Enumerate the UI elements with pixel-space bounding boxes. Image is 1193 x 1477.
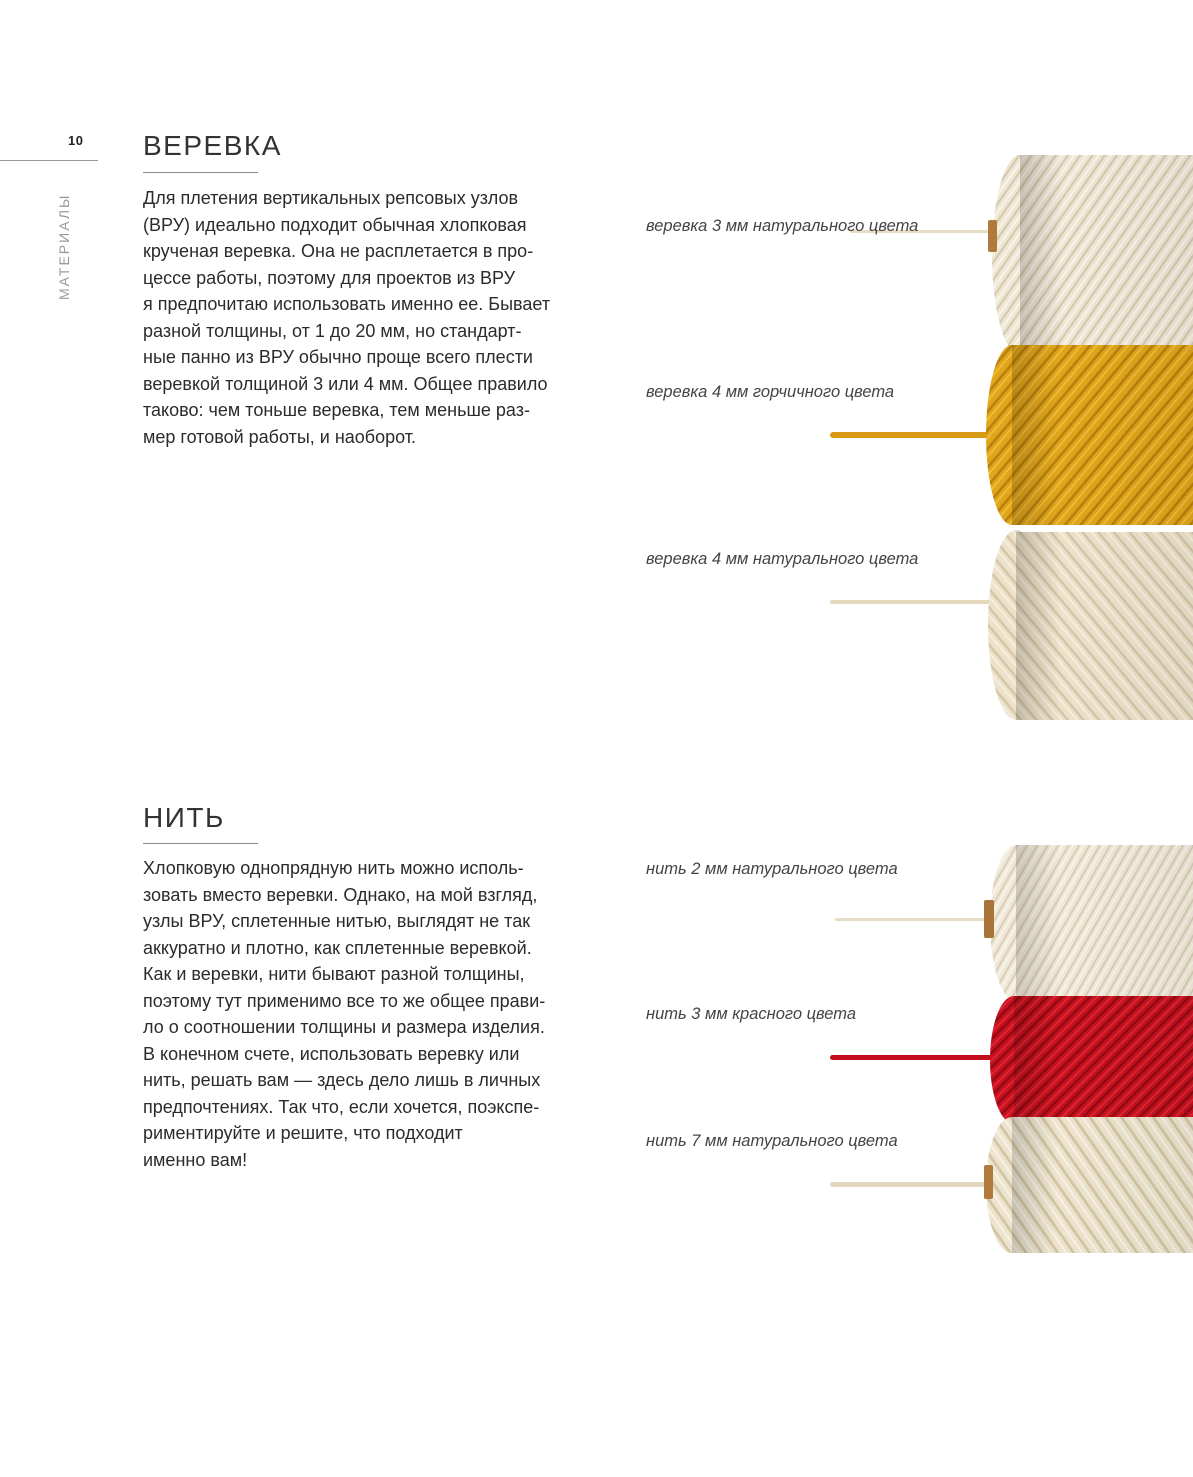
text-line: предпочтениях. Так что, если хочется, поэкспе-	[143, 1096, 540, 1117]
chapter-side-label: МАТЕРИАЛЫ	[56, 193, 72, 300]
text-line: крученая веревка. Она не расплетается в про-	[143, 241, 534, 261]
thread-body-text	[143, 855, 598, 1173]
rope-caption-2: веревка 4 мм горчичного цвета	[646, 383, 895, 401]
text-line: ные панно из ВРУ обычно проще всего плести	[143, 347, 533, 367]
spool-mustard-4mm	[830, 345, 1193, 525]
text-line: аккуратно и плотно, как сплетенные веревкой.	[143, 937, 532, 958]
text-line: цессе работы, поэтому для проектов из ВРУ	[143, 267, 516, 288]
text-line: мер готовой работы, и наоборот.	[143, 426, 417, 447]
text-line: я предпочитаю использовать именно ее. Бывает	[143, 294, 551, 314]
thread-section-title: НИТЬ	[143, 802, 225, 833]
thread-title-underline	[143, 843, 258, 844]
page-number: 10	[68, 133, 84, 148]
text-line: (ВРУ) идеально подходит обычная хлопковая	[143, 214, 527, 235]
spool-thread-red-3mm	[830, 996, 1193, 1124]
rope-section-title: ВЕРЕВКА	[143, 130, 282, 161]
text-line: узлы ВРУ, сплетенные нитью, выглядят не так	[143, 911, 531, 931]
text-line: В конечном счете, использовать веревку или	[143, 1043, 520, 1064]
text-line: поэтому тут применимо все то же общее прави-	[143, 990, 546, 1011]
text-line: Как и веревки, нити бывают разной толщины,	[143, 964, 525, 984]
text-line: разной толщины, от 1 до 20 мм, но стандарт-	[143, 320, 522, 341]
rope-caption-3: веревка 4 мм натурального цвета	[646, 550, 919, 568]
text-line: ло о соотношении толщины и размера изделия.	[143, 1017, 545, 1037]
thread-caption-3: нить 7 мм натурального цвета	[646, 1132, 898, 1150]
thread-caption-2: нить 3 мм красного цвета	[646, 1005, 857, 1023]
text-line: зовать вместо веревки. Однако, на мой взгляд,	[143, 884, 538, 905]
rope-body-text	[143, 185, 598, 450]
text-line: нить, решать вам — здесь дело лишь в личных	[143, 1070, 541, 1090]
text-line: таково: чем тоньше веревка, тем меньше раз-	[143, 400, 530, 420]
rope-title-underline	[143, 172, 258, 173]
margin-divider	[0, 160, 98, 161]
rope-caption-1: веревка 3 мм натурального цвета	[646, 217, 919, 235]
thread-spools-photo	[820, 840, 1193, 1260]
text-line: Для плетения вертикальных репсовых узлов	[143, 188, 519, 208]
text-line: риментируйте и решите, что подходит	[143, 1123, 463, 1143]
thread-caption-1: нить 2 мм натурального цвета	[646, 860, 898, 878]
spool-natural-3mm	[850, 155, 1193, 355]
text-line: Хлопковую однопрядную нить можно исполь-	[143, 858, 524, 878]
text-line: веревкой толщиной 3 или 4 мм. Общее правило	[143, 373, 548, 394]
text-line: именно вам!	[143, 1149, 248, 1170]
